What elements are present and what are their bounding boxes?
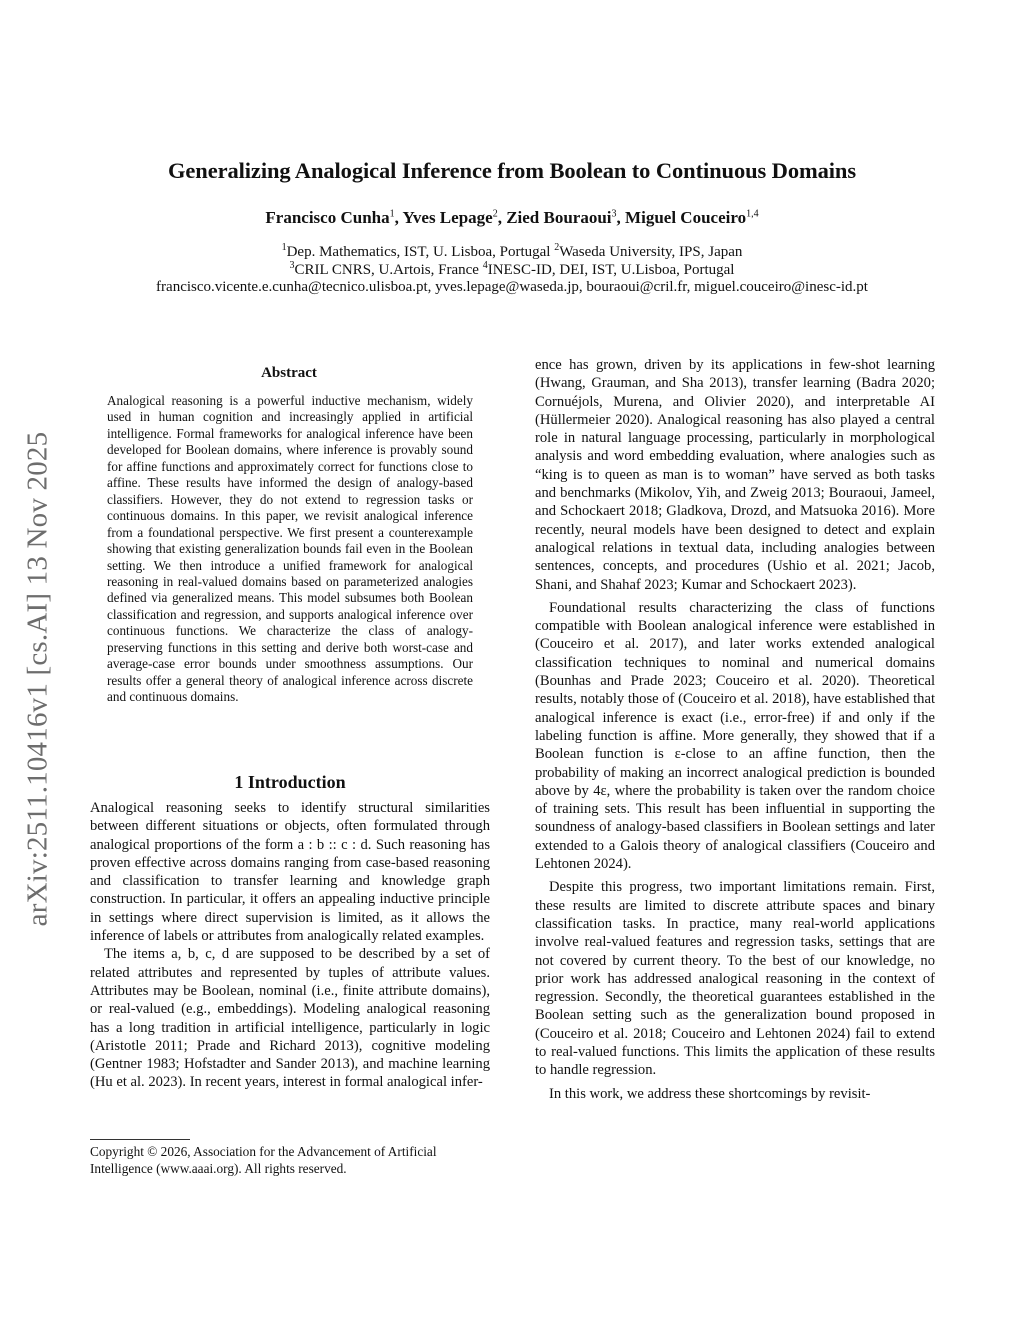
arxiv-stamp [10, 374, 66, 984]
affiliation-line [0, 260, 1024, 279]
author-name: Miguel Couceiro [625, 208, 747, 227]
footnote-divider [90, 1139, 190, 1140]
affiliation-mark: 3 [289, 260, 295, 271]
abstract-body: Analogical reasoning is a powerful inductive mechanism, widely used in human cognition and increasingly applied in artificial intelligence. Formal frameworks for analogical inference have been developed for Boolean domains, where inference is provably sound for affine functions and approximately correct for functions close to affine. These results have informed the design of analogy-based classifiers. However, they do not extend to regression tasks or continuous domains. In this paper, we revisit analogical inference from a foundational perspective. We first present a counterexample showing that existing generalization bounds fail even in the Boolean setting. We then introduce a unified framework for analogical reasoning in real-valued domains based on parameterized analogies defined via generalized means. This model subsumes both Boolean classification and regression, and supports analogical inference over continuous functions. We characterize the class of analogy-preserving functions in this setting and derive both worst-case and average-case error bounds under smoothness assumptions. Our results offer a general theory of analogical inference across discrete and continuous domains. [107, 393, 473, 705]
author-affiliation-mark: 2 [492, 208, 498, 220]
affiliation-text: INESC-ID, DEI, IST, U.Lisboa, Portugal [487, 262, 735, 278]
copyright-footnote: Copyright © 2026, Association for the Advancement of Artificial Intelligence (www.aaai.org). All rights reserved. [90, 1144, 437, 1176]
paragraph: Despite this progress, two important limitations remain. First, these results are limited to discrete attribute spaces and binary classification tasks. In practice, many real-world applications involve real-valued features and regression tasks, settings that are not covered by current theory. To the best of our knowledge, no prior work has addressed analogical reasoning in the context of regression. Secondly, the theoretical guarantees established in the Boolean setting such as the generalization bound proposed in (Couceiro et al. 2018; Couceiro and Lehtonen 2024) fail to extend to real-valued functions. This limits the application of these results to handle regression. [535, 879, 935, 1079]
arxiv-identifier: arXiv:2511.10416v1 [cs.AI] 13 Nov 2025 [21, 431, 54, 927]
affiliation-line [0, 242, 1024, 261]
left-column-text [90, 799, 490, 1092]
right-column-text [535, 356, 935, 1103]
paragraph: Analogical reasoning seeks to identify structural similarities between different situations or objects, often formulated through analogical proportions of the form a : b :: c : d. Such reasoning has proven effective across domains ranging from case-based reasoning and classification to transfer learning and knowledge graph construction. In particular, it offers an appealing inductive principle in settings where direct supervision is limited, as it allows the inference of labels or attributes from analogically related examples. [90, 800, 490, 945]
author-affiliation-mark: 3 [611, 208, 617, 220]
paragraph: Foundational results characterizing the class of functions compatible with Boolean analogical inference were established in (Couceiro et al. 2017), and later works extended analogical classification techniques to nominal and numerical domains (Bounhas and Prade 2023; Couceiro et al. 2020). Theoretical results, notably those of (Couceiro et al. 2018), have established that analogical inference is exact (i.e., error-free) if and only if the labeling function is affine. More generally, they showed that if a Boolean function is ε-close to an affine function, then the probability of making an incorrect analogical prediction is bounded above by 4ε, where the probability is taken over the random choice of training sets. This result has been influential in supporting the soundness of analogy-based classifiers in Boolean settings and later extended to a Galois theory of analogical classifiers (Couceiro and Lehtonen 2024). [535, 599, 936, 873]
author-list: Francisco Cunha$^1$, Yves Lepage$^2$, Zied Bouraoui$^3$, Miguel Couceiro$^{1,4}$ [265, 208, 759, 227]
abstract-heading: Abstract [261, 365, 317, 381]
author-name: Zied Bouraoui [506, 208, 612, 227]
affiliation-text: Dep. Mathematics, IST, U. Lisboa, Portugal [286, 244, 555, 260]
author-name: Francisco Cunha [265, 208, 390, 227]
section-heading-introduction: 1 Introduction [234, 772, 346, 792]
paragraph: The items a, b, c, d are supposed to be described by a set of related attributes and represented by tuples of attribute values. Attributes may be Boolean, nominal (i.e., finite attribute domains), or real-valued (e.g., embeddings). Modeling analogical reasoning has a long tradition in artificial intelligence, particularly in logic (Aristotle 2011; Prade and Richard 2013), cognitive modeling (Gentner 1983; Hofstadter and Sander 2013), and machine learning (Hu et al. 2023). In recent years, interest in formal analogical infer- [90, 946, 490, 1091]
affiliation-text: CRIL CNRS, U.Artois, France [294, 262, 483, 278]
author-affiliation-mark: 1,4 [746, 208, 759, 220]
paragraph: ence has grown, driven by its applications in few-shot learning (Hwang, Grauman, and Sha 2013), transfer learning (Badra 2020; Cornuéjols, Murena, and Olivier 2020), and interpretable AI (Hüllermeier 2020). Analogical reasoning has also played a central role in natural language processing, particularly in morphological analysis and word embedding evaluation, where analogies such as “king is to queen as man is to woman” have served as both tasks and benchmarks (Mikolov, Yih, and Zweig 2013; Bouraoui, Jameel, and Schockaert 2018; Gladkova, Drozd, and Matsuoka 2016). More recently, neural models have been designed to detect and explain analogical relations in textual data, including analogies between sentences, concepts, and procedures (Ushio et al. 2021; Jacob, Shani, and Shahaf 2023; Kumar and Schockaert 2023). [535, 357, 935, 593]
affiliation-text: Waseda University, IPS, Japan [559, 244, 743, 260]
affiliation-mark: 2 [554, 242, 560, 253]
affiliation-mark: 1 [281, 242, 287, 253]
author-name: Yves Lepage [402, 208, 493, 227]
affiliation-mark: 4 [482, 260, 488, 271]
author-affiliation-mark: 1 [389, 208, 395, 220]
author-emails: francisco.vicente.e.cunha@tecnico.ulisboa.pt, yves.lepage@waseda.jp, bouraoui@cril.fr, miguel.couceiro@inesc-id.pt [156, 279, 868, 295]
paragraph: In this work, we address these shortcomings by revisit- [549, 1085, 871, 1102]
paper-title: Generalizing Analogical Inference from Boolean to Continuous Domains [168, 158, 856, 183]
